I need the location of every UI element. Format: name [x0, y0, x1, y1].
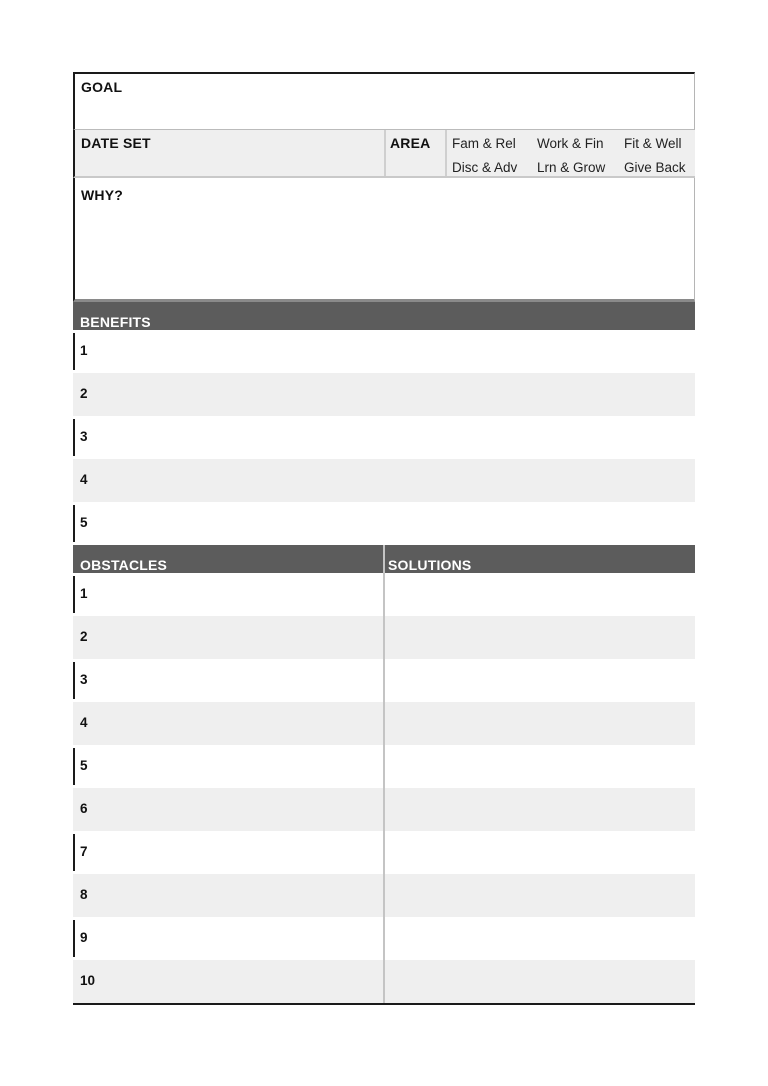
solution-row[interactable]: [385, 702, 695, 745]
obstacle-row[interactable]: [73, 616, 383, 659]
obstacle-row[interactable]: [73, 745, 383, 788]
solution-row[interactable]: [385, 659, 695, 702]
row-number: 6: [80, 801, 88, 816]
obstacle-row[interactable]: [73, 573, 383, 616]
solution-row[interactable]: [385, 960, 695, 1003]
row-number: 10: [80, 973, 96, 988]
solutions-header: [385, 545, 695, 573]
benefits-label: BENEFITS: [80, 314, 151, 330]
date-set-field[interactable]: [75, 130, 386, 176]
area-option[interactable]: Work & Fin: [537, 136, 604, 151]
solution-row[interactable]: [385, 831, 695, 874]
row-number: 3: [80, 672, 88, 687]
solution-row[interactable]: [385, 917, 695, 960]
row-number: 3: [80, 429, 88, 444]
solutions-label: SOLUTIONS: [388, 557, 472, 573]
benefit-row[interactable]: [73, 373, 695, 416]
area-option[interactable]: Lrn & Grow: [537, 160, 606, 175]
obstacle-row[interactable]: [73, 874, 383, 917]
area-label: AREA: [390, 135, 431, 151]
obstacle-row[interactable]: [73, 917, 383, 960]
benefits-header: [73, 302, 695, 330]
goal-worksheet: [73, 72, 695, 1005]
goal-label: GOAL: [81, 79, 123, 95]
benefit-row[interactable]: [73, 416, 695, 459]
date-area-row: [73, 130, 695, 178]
benefits-list: [73, 330, 695, 545]
row-number: 2: [80, 386, 88, 401]
obstacles-header: [73, 545, 385, 573]
obstacle-row[interactable]: [73, 831, 383, 874]
obstacles-column: [73, 573, 385, 1003]
solution-row[interactable]: [385, 573, 695, 616]
goal-field[interactable]: [73, 72, 695, 130]
row-number: 5: [80, 758, 88, 773]
row-number: 7: [80, 844, 88, 859]
solution-row[interactable]: [385, 874, 695, 917]
obstacles-label: OBSTACLES: [80, 557, 168, 573]
why-field[interactable]: [73, 178, 695, 302]
row-number: 1: [80, 343, 88, 358]
solution-row[interactable]: [385, 788, 695, 831]
obstacle-row[interactable]: [73, 702, 383, 745]
area-option[interactable]: Fam & Rel: [452, 136, 516, 151]
area-option[interactable]: Disc & Adv: [452, 160, 518, 175]
row-number: 1: [80, 586, 88, 601]
area-option[interactable]: Give Back: [624, 160, 686, 175]
benefit-row[interactable]: [73, 330, 695, 373]
benefit-row[interactable]: [73, 459, 695, 502]
row-number: 8: [80, 887, 88, 902]
row-number: 5: [80, 515, 88, 530]
obstacles-solutions-header: [73, 545, 695, 573]
solutions-column: [385, 573, 695, 1003]
obstacles-solutions-table: [73, 573, 695, 1003]
obstacle-row[interactable]: [73, 960, 383, 1003]
row-number: 9: [80, 930, 88, 945]
area-options: [447, 130, 695, 176]
solution-row[interactable]: [385, 616, 695, 659]
benefit-row[interactable]: [73, 502, 695, 545]
obstacle-row[interactable]: [73, 659, 383, 702]
obstacle-row[interactable]: [73, 788, 383, 831]
row-number: 2: [80, 629, 88, 644]
area-cell: [386, 130, 447, 176]
bottom-rule: [73, 1003, 695, 1005]
solution-row[interactable]: [385, 745, 695, 788]
area-option[interactable]: Fit & Well: [624, 136, 682, 151]
row-number: 4: [80, 472, 88, 487]
why-label: WHY?: [81, 187, 124, 203]
date-set-label: DATE SET: [81, 135, 151, 151]
row-number: 4: [80, 715, 88, 730]
